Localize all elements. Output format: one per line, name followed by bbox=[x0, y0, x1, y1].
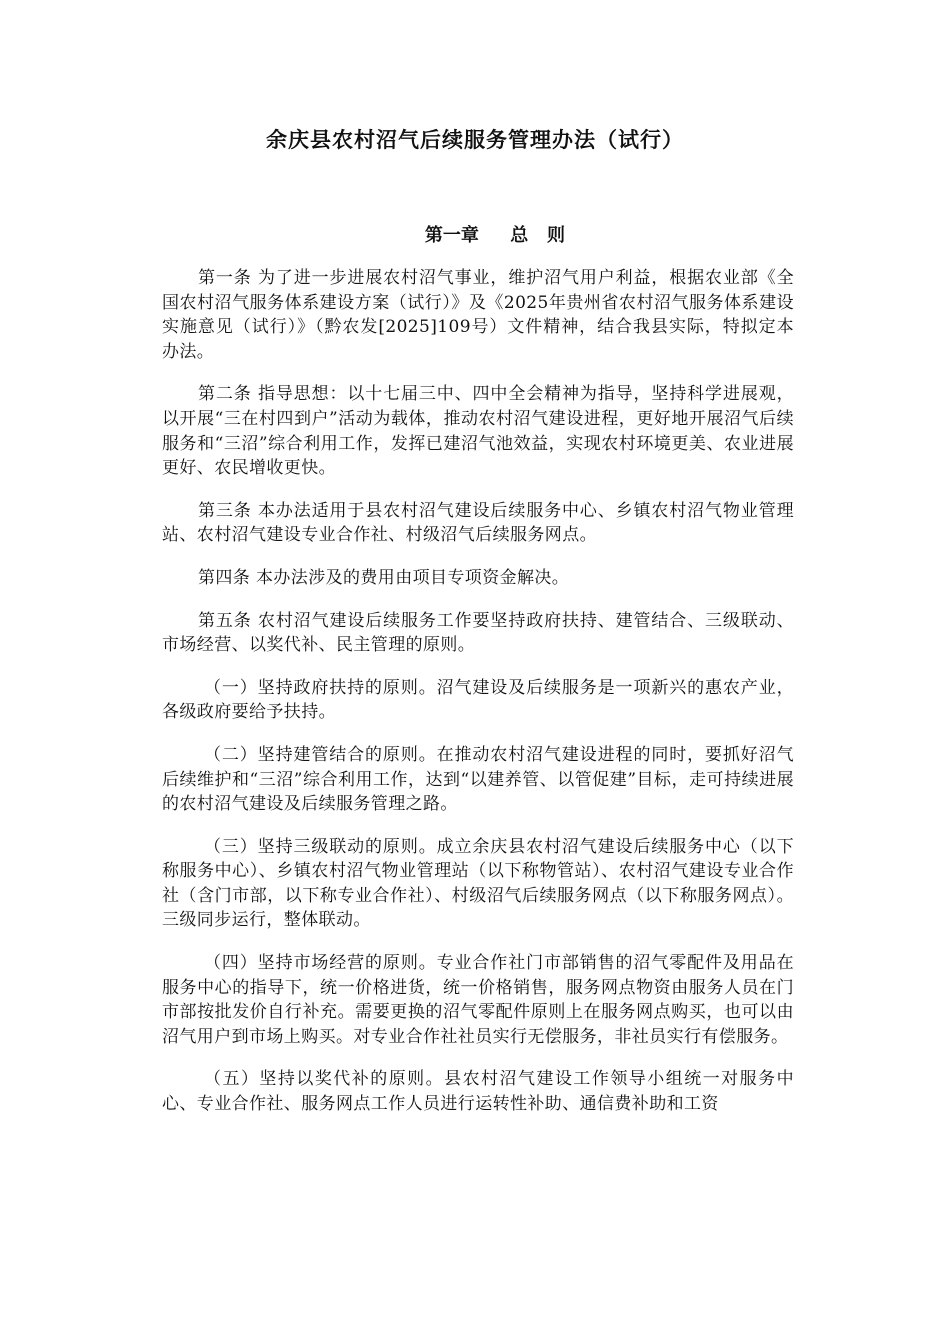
principle-3-paragraph: （三）坚持三级联动的原则。成立余庆县农村沼气建设后续服务中心（以下称服务中心）、乡镇农村沼气物业管理站（以下称物管站）、农村沼气建设专业合作社（含门市部，以下称专业合作社）、村级沼气后续服务网点（以下称服务网点）。三级同步运行，整体联动。 bbox=[162, 836, 794, 931]
article-4-paragraph: 第四条 本办法涉及的费用由项目专项资金解决。 bbox=[198, 567, 570, 588]
principle-2-paragraph: （二）坚持建管结合的原则。在推动农村沼气建设进程的同时，要抓好沼气后续维护和“三沼”综合利用工作，达到“以建养管、以管促建”目标，走可持续进展的农村沼气建设及后续服务管理之路。 bbox=[162, 744, 794, 815]
principle-4-paragraph: （四）坚持市场经营的原则。专业合作社门市部销售的沼气零配件及用品在服务中心的指导下，统一价格进货，统一价格销售，服务网点物资由服务人员在门市部按批发价自行补充。需要更换的沼气零配件原则上在服务网点购买，也可以由沼气用户到市场上购买。对专业合作社社员实行无偿服务，非社员实行有偿服务。 bbox=[162, 953, 794, 1047]
article-3-paragraph: 第三条 本办法适用于县农村沼气建设后续服务中心、乡镇农村沼气物业管理站、农村沼气建设专业合作社、村级沼气后续服务网点。 bbox=[162, 500, 794, 546]
document-title: 余庆县农村沼气后续服务管理办法（试行） bbox=[266, 127, 684, 152]
document-body bbox=[162, 266, 794, 1135]
article-2-paragraph: 第二条 指导思想：以十七届三中、四中全会精神为指导，坚持科学进展观，以开展“三在村四到户”活动为载体，推动农村沼气建设进程，更好地开展沼气后续服务和“三沼”综合利用工作，发挥已建沼气池效益，实现农村环境更美、农业进展更好、农民增收更快。 bbox=[162, 384, 794, 479]
principle-5-paragraph: （五）坚持以奖代补的原则。县农村沼气建设工作领导小组统一对服务中心、专业合作社、服务网点工作人员进行运转性补助、通信费补助和工资 bbox=[162, 1069, 794, 1115]
chapter-heading: 第一章 总 则 bbox=[424, 225, 566, 246]
article-1-paragraph: 第一条 为了进一步进展农村沼气事业，维护沼气用户利益，根据农业部《全国农村沼气服务体系建设方案（试行）》及《2025年贵州省农村沼气服务体系建设实施意见（试行）》（黔农发[2025]109号）文件精神，结合我县实际，特拟定本办法。 bbox=[162, 268, 794, 362]
article-5-paragraph: 第五条 农村沼气建设后续服务工作要坚持政府扶持、建管结合、三级联动、市场经营、以奖代补、民主管理的原则。 bbox=[162, 610, 794, 656]
principle-1-paragraph: （一）坚持政府扶持的原则。沼气建设及后续服务是一项新兴的惠农产业，各级政府要给予扶持。 bbox=[162, 677, 794, 723]
